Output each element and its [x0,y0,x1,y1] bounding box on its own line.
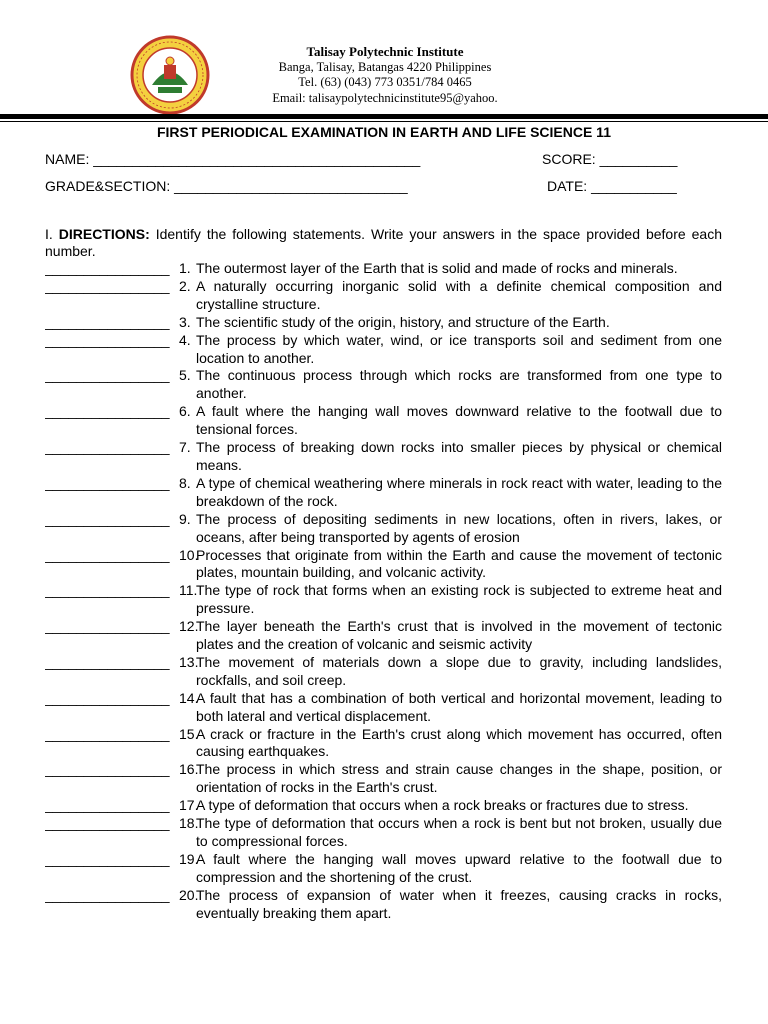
question-item [45,887,722,923]
answer-blank[interactable]: ________________ [45,850,170,867]
answer-blank[interactable]: ________________ [45,403,170,420]
score-field[interactable]: SCORE: __________ [542,151,678,167]
answer-blank[interactable]: ________________ [45,277,170,294]
answer-blank[interactable]: ________________ [45,331,170,348]
answer-blank[interactable]: ________________ [45,653,170,670]
question-item [45,367,722,403]
question-item [45,690,722,726]
question-text: The continuous process through which rocks are transformed from one type to another. [196,367,722,402]
grade-section-field[interactable]: GRADE&SECTION: ______________________________ [45,178,408,194]
question-text: The type of deformation that occurs when a rock is bent but not broken, usually due to compressional forces. [196,815,722,849]
directions [45,226,722,260]
question-number: 6. [179,403,191,420]
question-text: The process of expansion of water when it freezes, causing cracks in rocks, eventually breaking them apart. [196,886,722,921]
question-text: A naturally occurring inorganic solid with a definite chemical composition and crystalline structure. [196,277,722,312]
directions-text: Identify the following statements. Write your answers in the space provided before each number. [45,226,722,259]
question-number: 9. [179,510,191,527]
question-text: The outermost layer of the Earth that is solid and made of rocks and minerals. [196,260,678,276]
question-text: A type of deformation that occurs when a rock breaks or fractures due to stress. [196,797,689,814]
question-item [45,403,722,439]
question-text: A fault that has a combination of both vertical and horizontal movement, leading to both lateral and vertical displacement. [196,689,722,724]
question-item [45,815,722,851]
answer-blank[interactable]: ________________ [45,725,170,742]
question-item [45,511,722,547]
question-text: Processes that originate from within the Earth and cause the movement of tectonic plates, mountain building, and volcanic activity. [196,546,722,581]
question-item [45,332,722,368]
question-item [45,547,722,583]
question-text: The process by which water, wind, or ice transports soil and sediment from one location to another. [196,331,722,366]
question-number: 12. [179,618,199,635]
directions-prefix: I. [45,226,53,242]
answer-blank[interactable]: ________________ [45,761,170,778]
answer-blank[interactable]: ________________ [45,546,170,563]
exam-title: FIRST PERIODICAL EXAMINATION IN EARTH AND LIFE SCIENCE 11 [156,124,611,140]
answer-blank[interactable]: ________________ [45,618,170,635]
question-number: 11. [179,582,198,599]
date-field[interactable]: DATE: ___________ [547,178,677,194]
question-text: The process in which stress and strain cause changes in the shape, position, or orientation of rocks in the Earth's crust. [196,761,722,796]
question-item [45,475,722,511]
question-number: 19. [179,850,199,867]
answer-blank[interactable]: ________________ [45,510,170,527]
question-text: A type of chemical weathering where minerals in rock react with water, leading to the breakdown of the rock. [196,474,722,509]
question-text: A fault where the hanging wall moves downward relative to the footwall due to tensional forces. [196,403,722,438]
school-seal-logo [130,35,210,115]
question-text: The process of breaking down rocks into smaller pieces by physical or chemical means. [196,439,722,473]
question-number: 1. [179,260,191,276]
question-number: 5. [179,367,191,384]
question-number: 18. [179,815,199,832]
question-number: 8. [179,474,191,491]
header-divider-thick [0,114,768,119]
school-email: Email: talisaypolytechnicinstitute95@yahoo. [272,90,498,105]
question-item [45,582,722,618]
question-number: 20. [179,886,199,903]
school-address: Banga, Talisay, Batangas 4220 Philippines [278,59,492,74]
question-number: 17. [179,797,199,814]
answer-blank[interactable]: ________________ [45,886,170,903]
question-item [45,726,722,762]
answer-blank[interactable]: ________________ [45,439,170,456]
answer-blank[interactable]: ________________ [45,582,170,599]
question-item [45,797,722,815]
question-item [45,851,722,887]
answer-blank[interactable]: ________________ [45,797,170,814]
question-number: 2. [179,277,191,294]
question-item [45,314,722,332]
answer-blank[interactable]: ________________ [45,689,170,706]
answer-blank[interactable]: ________________ [45,474,170,491]
question-item [45,618,722,654]
question-text: A crack or fracture in the Earth's crust along which movement has occurred, often causing earthquakes. [196,725,722,760]
header-divider-thin [0,121,768,122]
question-number: 4. [179,331,191,348]
school-telephone: Tel. (63) (043) 773 0351/784 0465 [298,75,472,89]
question-text: A fault where the hanging wall moves upward relative to the footwall due to compression and the shortening of the crust. [196,850,722,885]
question-number: 7. [179,439,191,456]
question-item [45,761,722,797]
question-item [45,278,722,314]
question-number: 10. [179,546,199,563]
question-text: The type of rock that forms when an existing rock is subjected to extreme heat and pressure. [196,582,722,617]
question-number: 15. [179,725,199,742]
question-item [45,439,722,475]
school-name: Talisay Polytechnic Institute [306,44,464,59]
name-field[interactable]: NAME: __________________________________________ [45,151,421,167]
question-list [45,260,722,923]
question-number: 14. [179,689,199,706]
letterhead [0,30,768,115]
question-item [45,260,722,278]
question-text: The scientific study of the origin, history, and structure of the Earth. [196,313,610,330]
answer-blank[interactable]: ________________ [45,260,170,276]
question-text: The layer beneath the Earth's crust that is involved in the movement of tectonic plates and the creation of volcanic and seismic activity [196,618,722,653]
answer-blank[interactable]: ________________ [45,815,170,832]
answer-blank[interactable]: ________________ [45,367,170,384]
question-number: 13. [179,653,199,670]
question-text: The process of depositing sediments in new locations, often in rivers, lakes, or oceans, after being transported by agents of erosion [196,510,722,545]
answer-blank[interactable]: ________________ [45,313,170,330]
question-text: The movement of materials down a slope due to gravity, including landslides, rockfalls, and soil creep. [196,653,722,688]
question-item [45,654,722,690]
question-number: 16. [179,761,199,778]
directions-label: DIRECTIONS: [58,226,150,242]
question-number: 3. [179,313,191,330]
school-info [240,44,530,106]
